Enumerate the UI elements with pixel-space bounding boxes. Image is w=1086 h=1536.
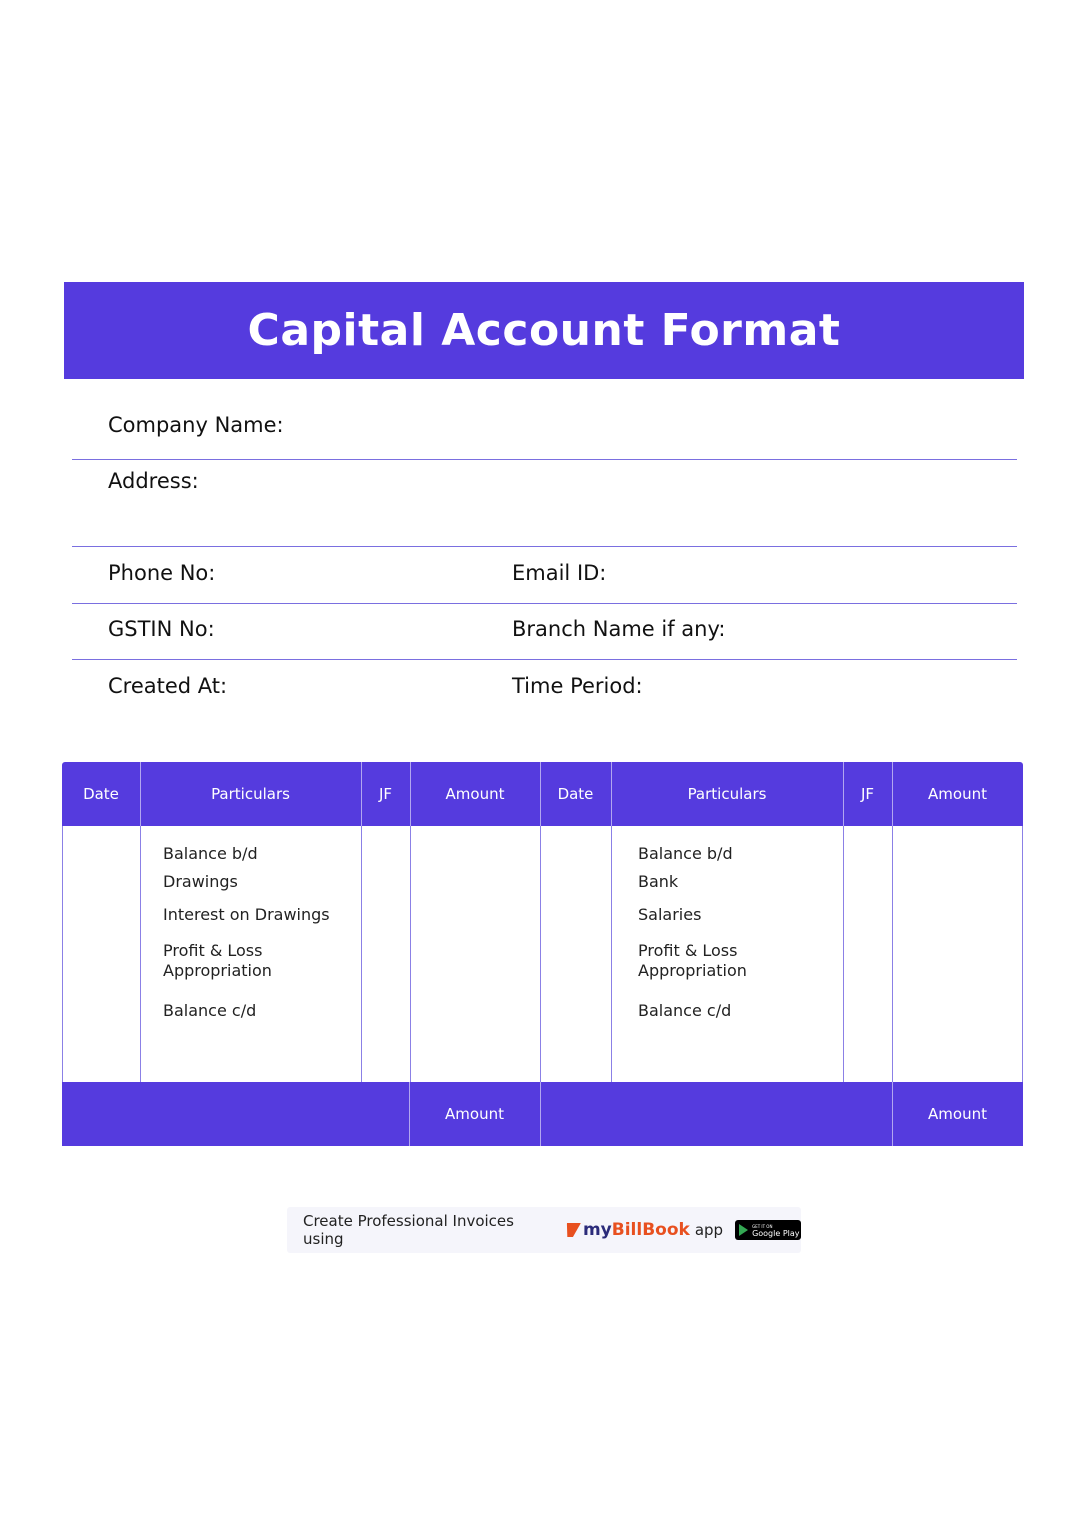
column-divider	[843, 826, 844, 1082]
footer-amount-debit: Amount	[445, 1105, 504, 1123]
branch-label: Branch Name if any:	[512, 617, 726, 641]
google-play-badge[interactable]	[735, 1220, 801, 1240]
credit-item-bank: Bank	[638, 872, 679, 891]
divider	[72, 459, 1017, 460]
header-date-debit: Date	[83, 785, 119, 803]
column-divider	[361, 762, 362, 826]
column-divider	[540, 1082, 541, 1146]
credit-item-balance-bd: Balance b/d	[638, 844, 733, 863]
time-period-label: Time Period:	[512, 674, 643, 698]
column-divider	[540, 826, 541, 1082]
google-play-small-text: GET IT ON	[752, 1224, 773, 1229]
table-header	[62, 762, 1023, 826]
header-amount-credit: Amount	[928, 785, 987, 803]
email-label: Email ID:	[512, 561, 607, 585]
mybillbook-logo-icon	[563, 1223, 581, 1237]
divider	[72, 603, 1017, 604]
page-title: Capital Account Format	[247, 305, 841, 356]
header-jf-debit: JF	[378, 785, 393, 803]
mybillbook-logo	[565, 1220, 690, 1240]
column-divider	[140, 762, 141, 826]
debit-item-drawings: Drawings	[163, 872, 238, 891]
google-play-icon	[739, 1224, 748, 1236]
column-divider	[843, 762, 844, 826]
debit-item-interest-on-drawings: Interest on Drawings	[163, 905, 330, 924]
divider	[72, 659, 1017, 660]
header-amount-debit: Amount	[445, 785, 505, 803]
capital-account-table	[62, 762, 1023, 1146]
column-divider	[410, 826, 411, 1082]
column-divider	[140, 826, 141, 1082]
credit-item-balance-cd: Balance c/d	[638, 1001, 732, 1020]
created-at-label: Created At:	[108, 674, 228, 698]
google-play-text: Google Play	[752, 1229, 800, 1238]
column-divider	[892, 826, 893, 1082]
credit-item-profit-loss-appropriation: Profit & Loss Appropriation	[638, 941, 747, 980]
header-particulars-credit: Particulars	[687, 785, 767, 803]
company-name-label: Company Name:	[108, 413, 284, 437]
header-date-credit: Date	[557, 785, 594, 803]
title-banner	[64, 282, 1024, 379]
brand-app: app	[694, 1221, 724, 1239]
gstin-label: GSTIN No:	[108, 617, 215, 641]
promo-banner[interactable]	[287, 1207, 801, 1253]
divider	[72, 546, 1017, 547]
column-divider	[540, 762, 541, 826]
table-footer	[62, 1082, 1023, 1146]
column-divider	[892, 762, 893, 826]
column-divider	[611, 826, 612, 1082]
column-divider	[361, 826, 362, 1082]
promo-text: Create Professional Invoices using	[303, 1212, 514, 1248]
column-divider	[892, 1082, 893, 1146]
brand-billbook: BillBook	[611, 1220, 690, 1240]
debit-item-balance-cd: Balance c/d	[163, 1001, 257, 1020]
debit-item-profit-loss-appropriation: Profit & Loss Appropriation	[163, 941, 272, 980]
header-jf-credit: JF	[860, 785, 875, 803]
header-particulars-debit: Particulars	[211, 785, 290, 803]
column-divider	[409, 1082, 410, 1146]
debit-item-balance-bd: Balance b/d	[163, 844, 258, 863]
phone-label: Phone No:	[108, 561, 216, 585]
footer-amount-credit: Amount	[928, 1105, 987, 1123]
column-divider	[611, 762, 612, 826]
column-divider	[410, 762, 411, 826]
table-body	[62, 826, 1023, 1082]
brand-my: my	[582, 1220, 612, 1240]
address-label: Address:	[108, 469, 199, 493]
credit-item-salaries: Salaries	[638, 905, 702, 924]
